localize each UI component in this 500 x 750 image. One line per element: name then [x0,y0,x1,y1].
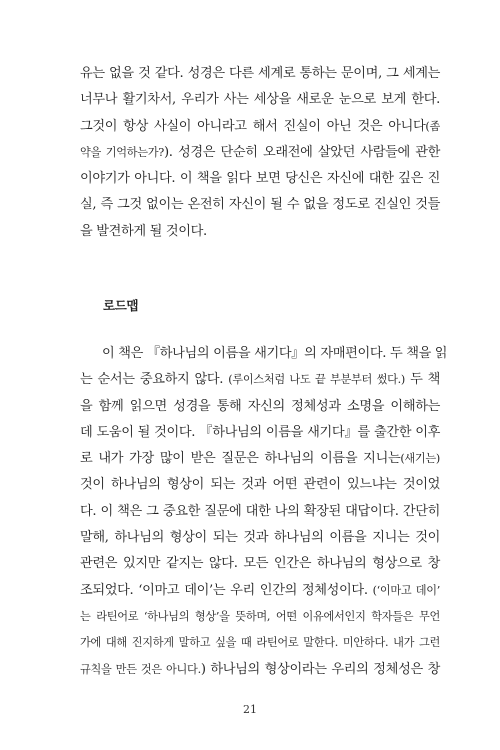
text-line: 을 발견하게 될 것이다. [80,223,207,239]
text-line: 너무나 활기차서, 우리가 사는 세상을 새로운 눈으로 보게 한다. [80,92,440,108]
text-line: 그것이 항상 사실이 아니라고 해서 진실이 아닌 것은 아니다(좀 [80,118,440,134]
text-line: 조되었다. ‘이마고 데이’는 우리 인간의 정체성이다. (‘이마고 데이’ [80,582,440,598]
text-line: 다. 이 책은 그 중요한 질문에 대한 나의 확장된 대답이다. 간단히 [80,503,440,519]
text-line: 을 함께 읽으면 성경을 통해 자신의 정체성과 소명을 이해하는 [80,398,440,414]
paragraph-intro [80,61,440,245]
text-line: 로 내가 가장 많이 받은 질문은 하나님의 이름을 지니는(새기는) [80,451,440,467]
text-line: 말해, 하나님의 형상이 되는 것과 하나님의 이름을 지니는 것이 [80,530,440,546]
text-line: 것이 하나님의 형상이 되는 것과 어떤 관련이 있느냐는 것이었 [80,477,440,493]
text-line: 이야기가 아니다. 이 책을 읽다 보면 당신은 자신에 대한 깊은 진 [80,171,440,187]
text-line: 규칙을 만든 것은 아니다.) 하나님의 형상이라는 우리의 정체성은 창 [80,661,440,677]
page-number: 21 [243,703,257,716]
text-line: 는 라틴어로 ‘하나님의 형상’을 뜻하며, 어떤 이유에서인지 학자들은 무언 [80,609,440,623]
paragraph-roadmap [80,341,448,683]
text-line: 이 책은 『하나님의 이름을 새기다』의 자매편이다. 두 책을 읽 [102,346,448,361]
text-line: 유는 없을 것 같다. 성경은 다른 세계로 통하는 문이며, 그 세계는 [80,66,440,81]
text-line: 관련은 있지만 같지는 않다. 모든 인간은 하나님의 형상으로 창 [80,556,440,572]
text-line: 실, 즉 그것 없이는 온전히 자신이 될 수 없을 정도로 진실인 것들 [80,197,440,213]
text-line: 약을 기억하는가?). 성경은 단순히 오래전에 살았던 사람들에 관한 [80,144,440,160]
text-line: 데 도움이 될 것이다. 『하나님의 이름을 새기다』를 출간한 이후 [80,424,440,440]
text-line: 는 순서는 중요하지 않다. (루이스처럼 나도 끝 부분부터 썼다.) 두 책 [80,372,440,388]
text-line: 가에 대해 진지하게 말하고 싶을 때 라틴어로 말한다. 미안하다. 내가 그런 [80,636,440,650]
section-heading: 로드맵 [103,298,139,313]
